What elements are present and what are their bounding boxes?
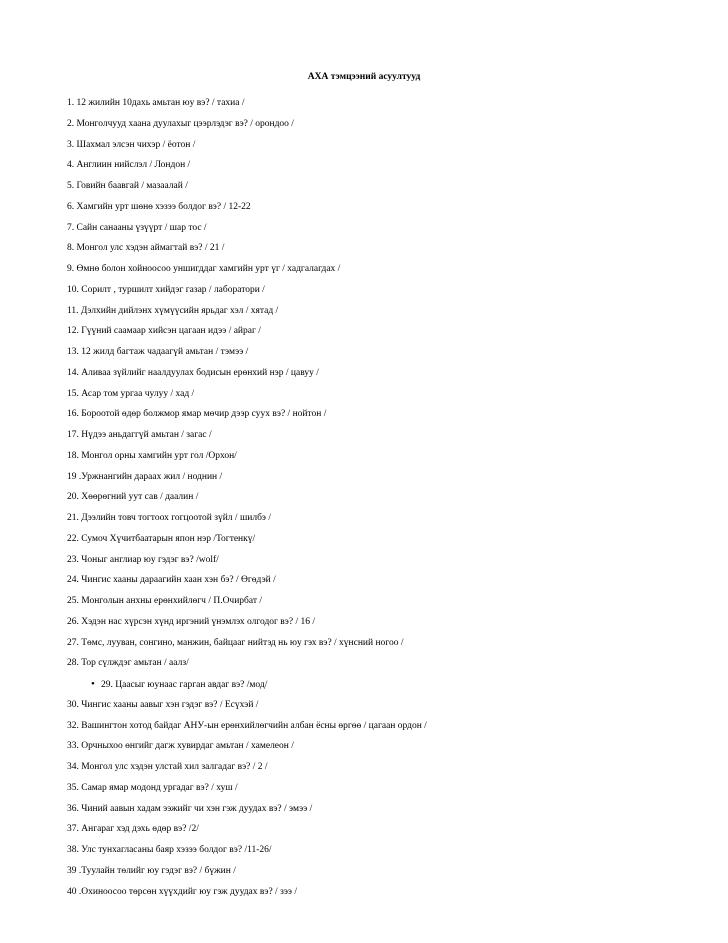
- question-item: 22. Сумоч Хүчитбаатарын япон нэр /Тогтенкү/: [67, 533, 256, 544]
- question-item: 25. Монголын анхны ерөнхийлөгч / П.Очирбат /: [67, 596, 263, 606]
- question-item: 39 .Туулайн төлийг юу гэдэг вэ? / бүжин /: [67, 865, 236, 876]
- question-item: 5. Говийн баавгай / мазаалай /: [67, 181, 188, 191]
- question-item: 24. Чингис хааны дараагийн хаан хэн бэ? / Өгөдэй /: [67, 575, 276, 586]
- question-item: 11. Дэлхийн дийлэнх хүмүүсийн ярьдаг хэл / хятад /: [67, 305, 279, 316]
- question-item: 10. Сорилт , туршилт хийдэг газар / лаборатори /: [67, 284, 265, 295]
- question-item: 40 .Охиноосоо төрсөн хүүхдийг юу гэж дуудах вэ? / зээ /: [67, 886, 297, 897]
- question-item: 21. Дээлийн товч тогтоох гогцоотой зүйл / шилбэ /: [67, 513, 272, 523]
- question-item: 37. Ангараг хэд дэхь өдөр вэ? /2/: [67, 824, 199, 835]
- question-item: 9. Өмнө болон хойноосоо уншигддаг хамгийн урт үг / хадгалагдах /: [67, 264, 341, 274]
- question-item: 27. Төмс, лууван, сонгино, манжин, байцааг нийтэд нь юу гэх вэ? / хүнсний ногоо /: [67, 637, 404, 648]
- question-item: 36. Чиний аавын хадам ээжийг чи хэн гэж дуудах вэ? / эмээ /: [67, 803, 313, 814]
- question-item: 38. Улс тунхагласаны баяр хэзээ болдог вэ? /11-26/: [67, 845, 272, 855]
- question-item: 23. Чоныг англиар юу гэдэг вэ? /wolf/: [67, 554, 219, 565]
- question-item: 30. Чингис хааны аавыг хэн гэдэг вэ? / Есүхэй /: [67, 699, 259, 710]
- question-item: 6. Хамгийн урт шөнө хэзээ болдог вэ? / 12-22: [67, 201, 251, 212]
- question-item: 20. Хөөрөгний уут сав / даалин /: [67, 492, 199, 503]
- question-item: 12. Гүүний саамаар хийсэн цагаан идээ / айраг /: [67, 326, 261, 337]
- question-item: 19 .Уржнангийн дараах жил / ноднин /: [67, 471, 223, 482]
- question-list: [67, 97, 707, 906]
- question-item: 17. Нүдээ аньдаггүй амьтан / загас /: [67, 430, 212, 440]
- question-item: 26. Хэдэн нас хүрсэн хүнд иргэний үнэмлэх олгодог вэ? / 16 /: [67, 616, 315, 627]
- question-item: 33. Орчныхоо өнгийг дагж хувирдаг амьтан / хамелеон /: [67, 741, 294, 752]
- question-item: 2. Монголчууд хаана дуулахыг цээрлэдэг вэ? / орондоо /: [67, 118, 294, 129]
- question-item: • 29. Цаасыг юунаас гарган авдаг вэ? /мод/: [67, 678, 707, 699]
- question-item: 8. Монгол улс хэдэн аймагтай вэ? / 21 /: [67, 243, 225, 254]
- question-item: 32. Вашингтон хотод байдаг АНУ-ын ерөнхийлөгчийн албан ёсны өргөө / цагаан ордон /: [67, 720, 427, 731]
- question-item: 34. Монгол улс хэдэн улстай хил залгадаг вэ? / 2 /: [67, 762, 268, 772]
- question-item: 3. Шахмал элсэн чихэр / ёотон /: [67, 139, 196, 150]
- question-item: 18. Монгол орны хамгийн урт гол /Орхон/: [67, 450, 237, 461]
- question-item: 28. Тор сүлждэг амьтан / аалз/: [67, 658, 189, 669]
- document-title: АХА тэмцээний асуултууд: [307, 72, 421, 82]
- question-item: 13. 12 жилд багтаж чадаагүй амьтан / тэмээ /: [67, 347, 249, 357]
- question-item: 15. Асар том ургаа чулуу / хад /: [67, 388, 195, 399]
- question-item: 35. Самар ямар модонд ургадаг вэ? / хуш /: [67, 782, 238, 793]
- question-item: 14. Аливаа зүйлийг наалдуулах бодисын ерөнхий нэр / цавуу /: [67, 367, 319, 378]
- question-item: 7. Сайн санааны үзүүрт / шар тос /: [67, 222, 207, 233]
- question-item: 1. 12 жилийн 10дахь амьтан юу вэ? / тахиа /: [67, 98, 245, 108]
- question-item: 4. Англиин нийслэл / Лондон /: [67, 160, 191, 171]
- question-item: 16. Бороотой өдөр болжмор ямар мөчир дээр суух вэ? / нойтон /: [67, 409, 327, 420]
